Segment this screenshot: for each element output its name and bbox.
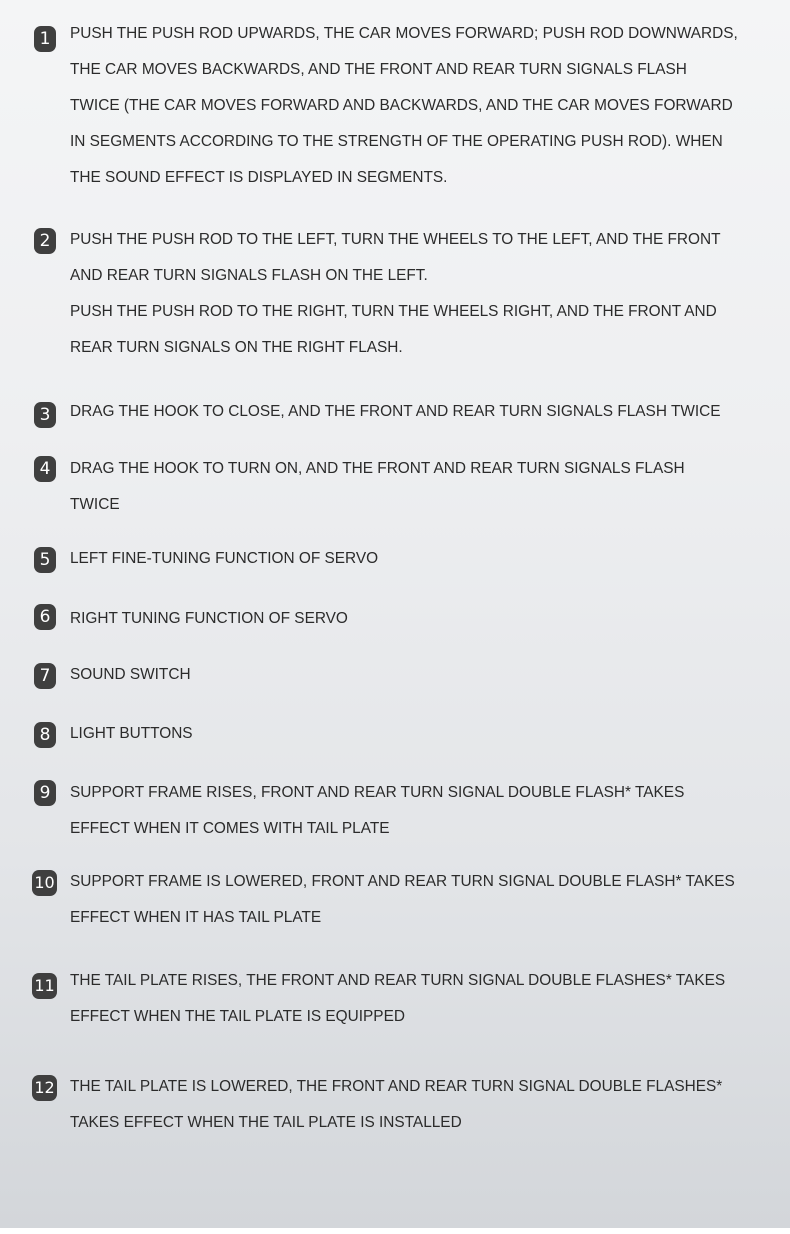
- text-line: THE CAR MOVES BACKWARDS, AND THE FRONT AND REAR TURN SIGNALS FLASH: [70, 61, 687, 78]
- text-line: TWICE: [70, 496, 120, 513]
- text-line: DRAG THE HOOK TO TURN ON, AND THE FRONT AND REAR TURN SIGNALS FLASH: [70, 460, 685, 477]
- number-badge: 12: [32, 1075, 57, 1101]
- instruction-text: [70, 716, 786, 752]
- number-badge: 1: [34, 26, 56, 52]
- number-badge: 5: [34, 547, 56, 573]
- text-line: THE TAIL PLATE IS LOWERED, THE FRONT AND REAR TURN SIGNAL DOUBLE FLASHES*: [70, 1078, 723, 1095]
- instruction-text: [70, 1069, 786, 1141]
- instruction-text: [70, 451, 786, 523]
- number-badge: 3: [34, 402, 56, 428]
- instruction-text: [70, 16, 786, 196]
- text-line: TAKES EFFECT WHEN THE TAIL PLATE IS INSTALLED: [70, 1114, 462, 1131]
- text-line: SUPPORT FRAME IS LOWERED, FRONT AND REAR TURN SIGNAL DOUBLE FLASH* TAKES: [70, 873, 735, 890]
- text-line: REAR TURN SIGNALS ON THE RIGHT FLASH.: [70, 339, 403, 356]
- text-line: DRAG THE HOOK TO CLOSE, AND THE FRONT AND REAR TURN SIGNALS FLASH TWICE: [70, 403, 721, 420]
- instruction-text: [70, 657, 786, 693]
- number-badge: 8: [34, 722, 56, 748]
- text-line: LEFT FINE-TUNING FUNCTION OF SERVO: [70, 550, 379, 567]
- text-line: PUSH THE PUSH ROD UPWARDS, THE CAR MOVES FORWARD; PUSH ROD DOWNWARDS,: [70, 25, 738, 42]
- text-line: EFFECT WHEN IT COMES WITH TAIL PLATE: [70, 820, 390, 837]
- instruction-text: [70, 864, 786, 936]
- text-line: SUPPORT FRAME RISES, FRONT AND REAR TURN SIGNAL DOUBLE FLASH* TAKES: [70, 784, 685, 801]
- number-badge: 4: [34, 456, 56, 482]
- text-line: SOUND SWITCH: [70, 666, 191, 683]
- instruction-text: [70, 775, 786, 847]
- text-line: THE SOUND EFFECT IS DISPLAYED IN SEGMENTS.: [70, 169, 448, 186]
- text-line: EFFECT WHEN IT HAS TAIL PLATE: [70, 909, 322, 926]
- text-line: EFFECT WHEN THE TAIL PLATE IS EQUIPPED: [70, 1008, 405, 1025]
- instruction-text: [70, 963, 786, 1035]
- text-line: LIGHT BUTTONS: [70, 725, 193, 742]
- instruction-text: [70, 601, 786, 637]
- number-badge: 6: [34, 604, 56, 630]
- text-line: TWICE (THE CAR MOVES FORWARD AND BACKWARDS, AND THE CAR MOVES FORWARD: [70, 97, 733, 114]
- number-badge: 11: [32, 973, 57, 999]
- instruction-text: [70, 222, 786, 366]
- instruction-text: [70, 541, 786, 577]
- text-line: RIGHT TUNING FUNCTION OF SERVO: [70, 610, 348, 627]
- number-badge: 7: [34, 663, 56, 689]
- instruction-text: [70, 394, 786, 430]
- number-badge: 10: [32, 870, 57, 896]
- text-line: AND REAR TURN SIGNALS FLASH ON THE LEFT.: [70, 267, 428, 284]
- number-badge: 9: [34, 780, 56, 806]
- number-badge: 2: [34, 228, 56, 254]
- text-line: PUSH THE PUSH ROD TO THE LEFT, TURN THE WHEELS TO THE LEFT, AND THE FRONT: [70, 231, 721, 248]
- text-line: IN SEGMENTS ACCORDING TO THE STRENGTH OF THE OPERATING PUSH ROD). WHEN: [70, 133, 723, 150]
- text-line: PUSH THE PUSH ROD TO THE RIGHT, TURN THE WHEELS RIGHT, AND THE FRONT AND: [70, 303, 717, 320]
- text-line: THE TAIL PLATE RISES, THE FRONT AND REAR TURN SIGNAL DOUBLE FLASHES* TAKES: [70, 972, 726, 989]
